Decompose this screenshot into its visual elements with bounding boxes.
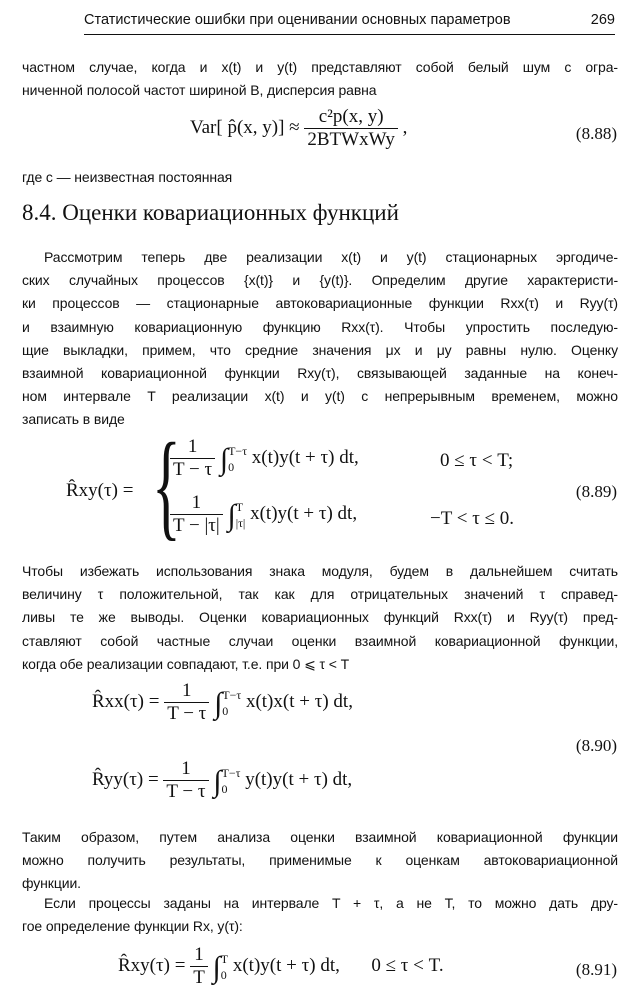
paragraph-4 — [22, 892, 618, 938]
eq-denominator: T − τ — [166, 781, 206, 802]
paragraph-1 — [22, 246, 618, 432]
eq-line-2 — [92, 758, 352, 803]
integral-sign: ∫ — [212, 950, 221, 984]
eq-lhs: R̂xy(τ) = — [118, 954, 186, 976]
text-line: щие выкладки, примем, что средние значения μx и μy равны нулю. Оценку — [22, 341, 618, 358]
integral-limits — [228, 443, 247, 475]
page-number: 269 — [590, 12, 615, 28]
integral-limits — [222, 687, 241, 719]
running-header — [84, 8, 615, 35]
lower-limit: 0 — [221, 781, 228, 796]
lower-limit: 0 — [228, 459, 235, 474]
eq-numerator: c²p(x, y) — [304, 106, 398, 129]
eq-denominator: T − τ — [173, 459, 213, 480]
text-line: где c — неизвестная постоянная — [22, 169, 233, 185]
upper-limit: T−τ — [228, 443, 248, 458]
equation-8-88 — [190, 106, 407, 151]
section-heading: 8.4. Оценки ковариационных функций — [22, 200, 399, 225]
eq-fraction — [190, 944, 208, 989]
eq-condition: 0 ≤ τ < T. — [371, 954, 444, 976]
text-line: Чтобы избежать использования знака модуля, будем в дальнейшем считать — [22, 563, 618, 579]
eq-integrand: x(t)y(t + τ) dt, — [251, 446, 359, 468]
text-line: гое определение функции Rx, y(τ): — [22, 918, 243, 935]
eq-integrand: x(t)x(t + τ) dt, — [245, 690, 353, 712]
text-line: частном случае, когда и x(t) и y(t) представляют собой белый шум с огра- — [22, 59, 618, 75]
eq-integrand: x(t)y(t + τ) dt, — [232, 954, 340, 976]
equation-number: (8.91) — [575, 960, 617, 979]
text-line: ном интервале T реализации x(t) и y(t) с непрерывным временем, можно — [22, 388, 618, 405]
where-line — [22, 166, 618, 189]
eq-lhs: R̂xx(τ) = — [92, 690, 160, 712]
integral-sign: ∫ — [227, 498, 236, 532]
equation-8-91 — [118, 944, 444, 989]
integral-limits — [222, 765, 241, 797]
integral-sign: ∫ — [219, 442, 229, 476]
upper-limit: T — [235, 499, 244, 514]
eq-numerator: 1 — [190, 944, 208, 967]
eq-fraction — [170, 492, 223, 537]
eq-lhs: Var[ p̂(x, y)] ≈ — [190, 116, 300, 138]
eq-tail: , — [402, 116, 408, 138]
integral-sign: ∫ — [214, 686, 223, 720]
eq-fraction — [163, 758, 208, 803]
eq-condition: −T < τ ≤ 0. — [430, 508, 515, 529]
text-line: когда обе реализации совпадают, т.е. при 0 ⩽ τ < T — [22, 655, 350, 672]
running-header-title: Статистические ошибки при оценивании основных параметров — [84, 12, 511, 28]
integral-limits — [236, 499, 246, 531]
lower-limit: 0 — [222, 703, 229, 718]
eq-lhs: R̂xy(τ) = — [66, 480, 134, 501]
intro-paragraph — [22, 56, 618, 102]
eq-lhs: R̂yy(τ) = — [92, 768, 159, 790]
text-line: ки процессов — стационарные автоковариационные функции Rxx(τ) и Ryy(τ) — [22, 295, 618, 312]
integral-limits — [221, 951, 228, 983]
eq-numerator: 1 — [163, 758, 208, 781]
text-line: ских случайных процессов {x(t)} и {y(t)}. Определим другие характеристи- — [22, 272, 618, 289]
equation-number: (8.88) — [575, 124, 617, 143]
upper-limit: T−τ — [221, 765, 241, 780]
lower-limit: |τ| — [235, 515, 246, 530]
text-line: ниченной полосой частот шириной B, дисперсия равна — [22, 82, 377, 99]
text-line: величину τ положительной, так как для отрицательных значений τ справед- — [22, 586, 618, 603]
equation-number: (8.90) — [575, 736, 617, 755]
eq-numerator: 1 — [170, 492, 223, 515]
eq-fraction — [170, 436, 215, 481]
eq-line-1 — [92, 680, 353, 725]
text-line: ставляют собой частные случаи оценки взаимной ковариационной функции, — [22, 632, 618, 649]
upper-limit: T−τ — [222, 687, 242, 702]
eq-fraction — [164, 680, 209, 725]
text-line: функции. — [22, 875, 81, 892]
lower-limit: 0 — [220, 967, 227, 982]
eq-integrand: x(t)y(t + τ) dt, — [250, 502, 358, 524]
eq-denominator: T − τ — [167, 703, 207, 724]
text-line: можно получить результаты, применимые к оценкам автоковариационной — [22, 852, 618, 869]
text-line: Если процессы заданы на интервале T + τ, а не T, то можно дать дру- — [44, 895, 618, 911]
text-line: записать в виде — [22, 411, 125, 428]
eq-fraction — [304, 106, 398, 151]
eq-case-1 — [170, 436, 359, 481]
paragraph-3 — [22, 826, 618, 896]
upper-limit: T — [220, 951, 229, 966]
eq-denominator: T — [193, 967, 205, 988]
text-line: взаимной ковариационной функции Rxy(τ), связывающей заданные на конеч- — [22, 365, 618, 382]
text-line: ливы те же выводы. Оценки ковариационных функций Rxx(τ) и Ryy(τ) пред- — [22, 609, 618, 626]
eq-numerator: 1 — [170, 436, 215, 459]
text-line: и взаимную ковариационную функцию Rxx(τ). Чтобы упростить последую- — [22, 318, 618, 335]
text-line: Таким образом, путем анализа оценки взаимной ковариационной функции — [22, 829, 618, 845]
eq-case-2 — [170, 492, 357, 537]
eq-condition: 0 ≤ τ < T; — [440, 450, 514, 471]
eq-denominator: T − |τ| — [173, 515, 220, 536]
integral-sign: ∫ — [213, 764, 222, 798]
left-brace: { — [152, 418, 181, 551]
eq-numerator: 1 — [164, 680, 209, 703]
equation-number: (8.89) — [575, 482, 617, 501]
eq-denominator: 2BTWxWy — [307, 129, 395, 150]
paragraph-2 — [22, 560, 618, 676]
eq-integrand: y(t)y(t + τ) dt, — [245, 768, 353, 790]
text-line: Рассмотрим теперь две реализации x(t) и y(t) стационарных эргодиче- — [44, 249, 618, 265]
